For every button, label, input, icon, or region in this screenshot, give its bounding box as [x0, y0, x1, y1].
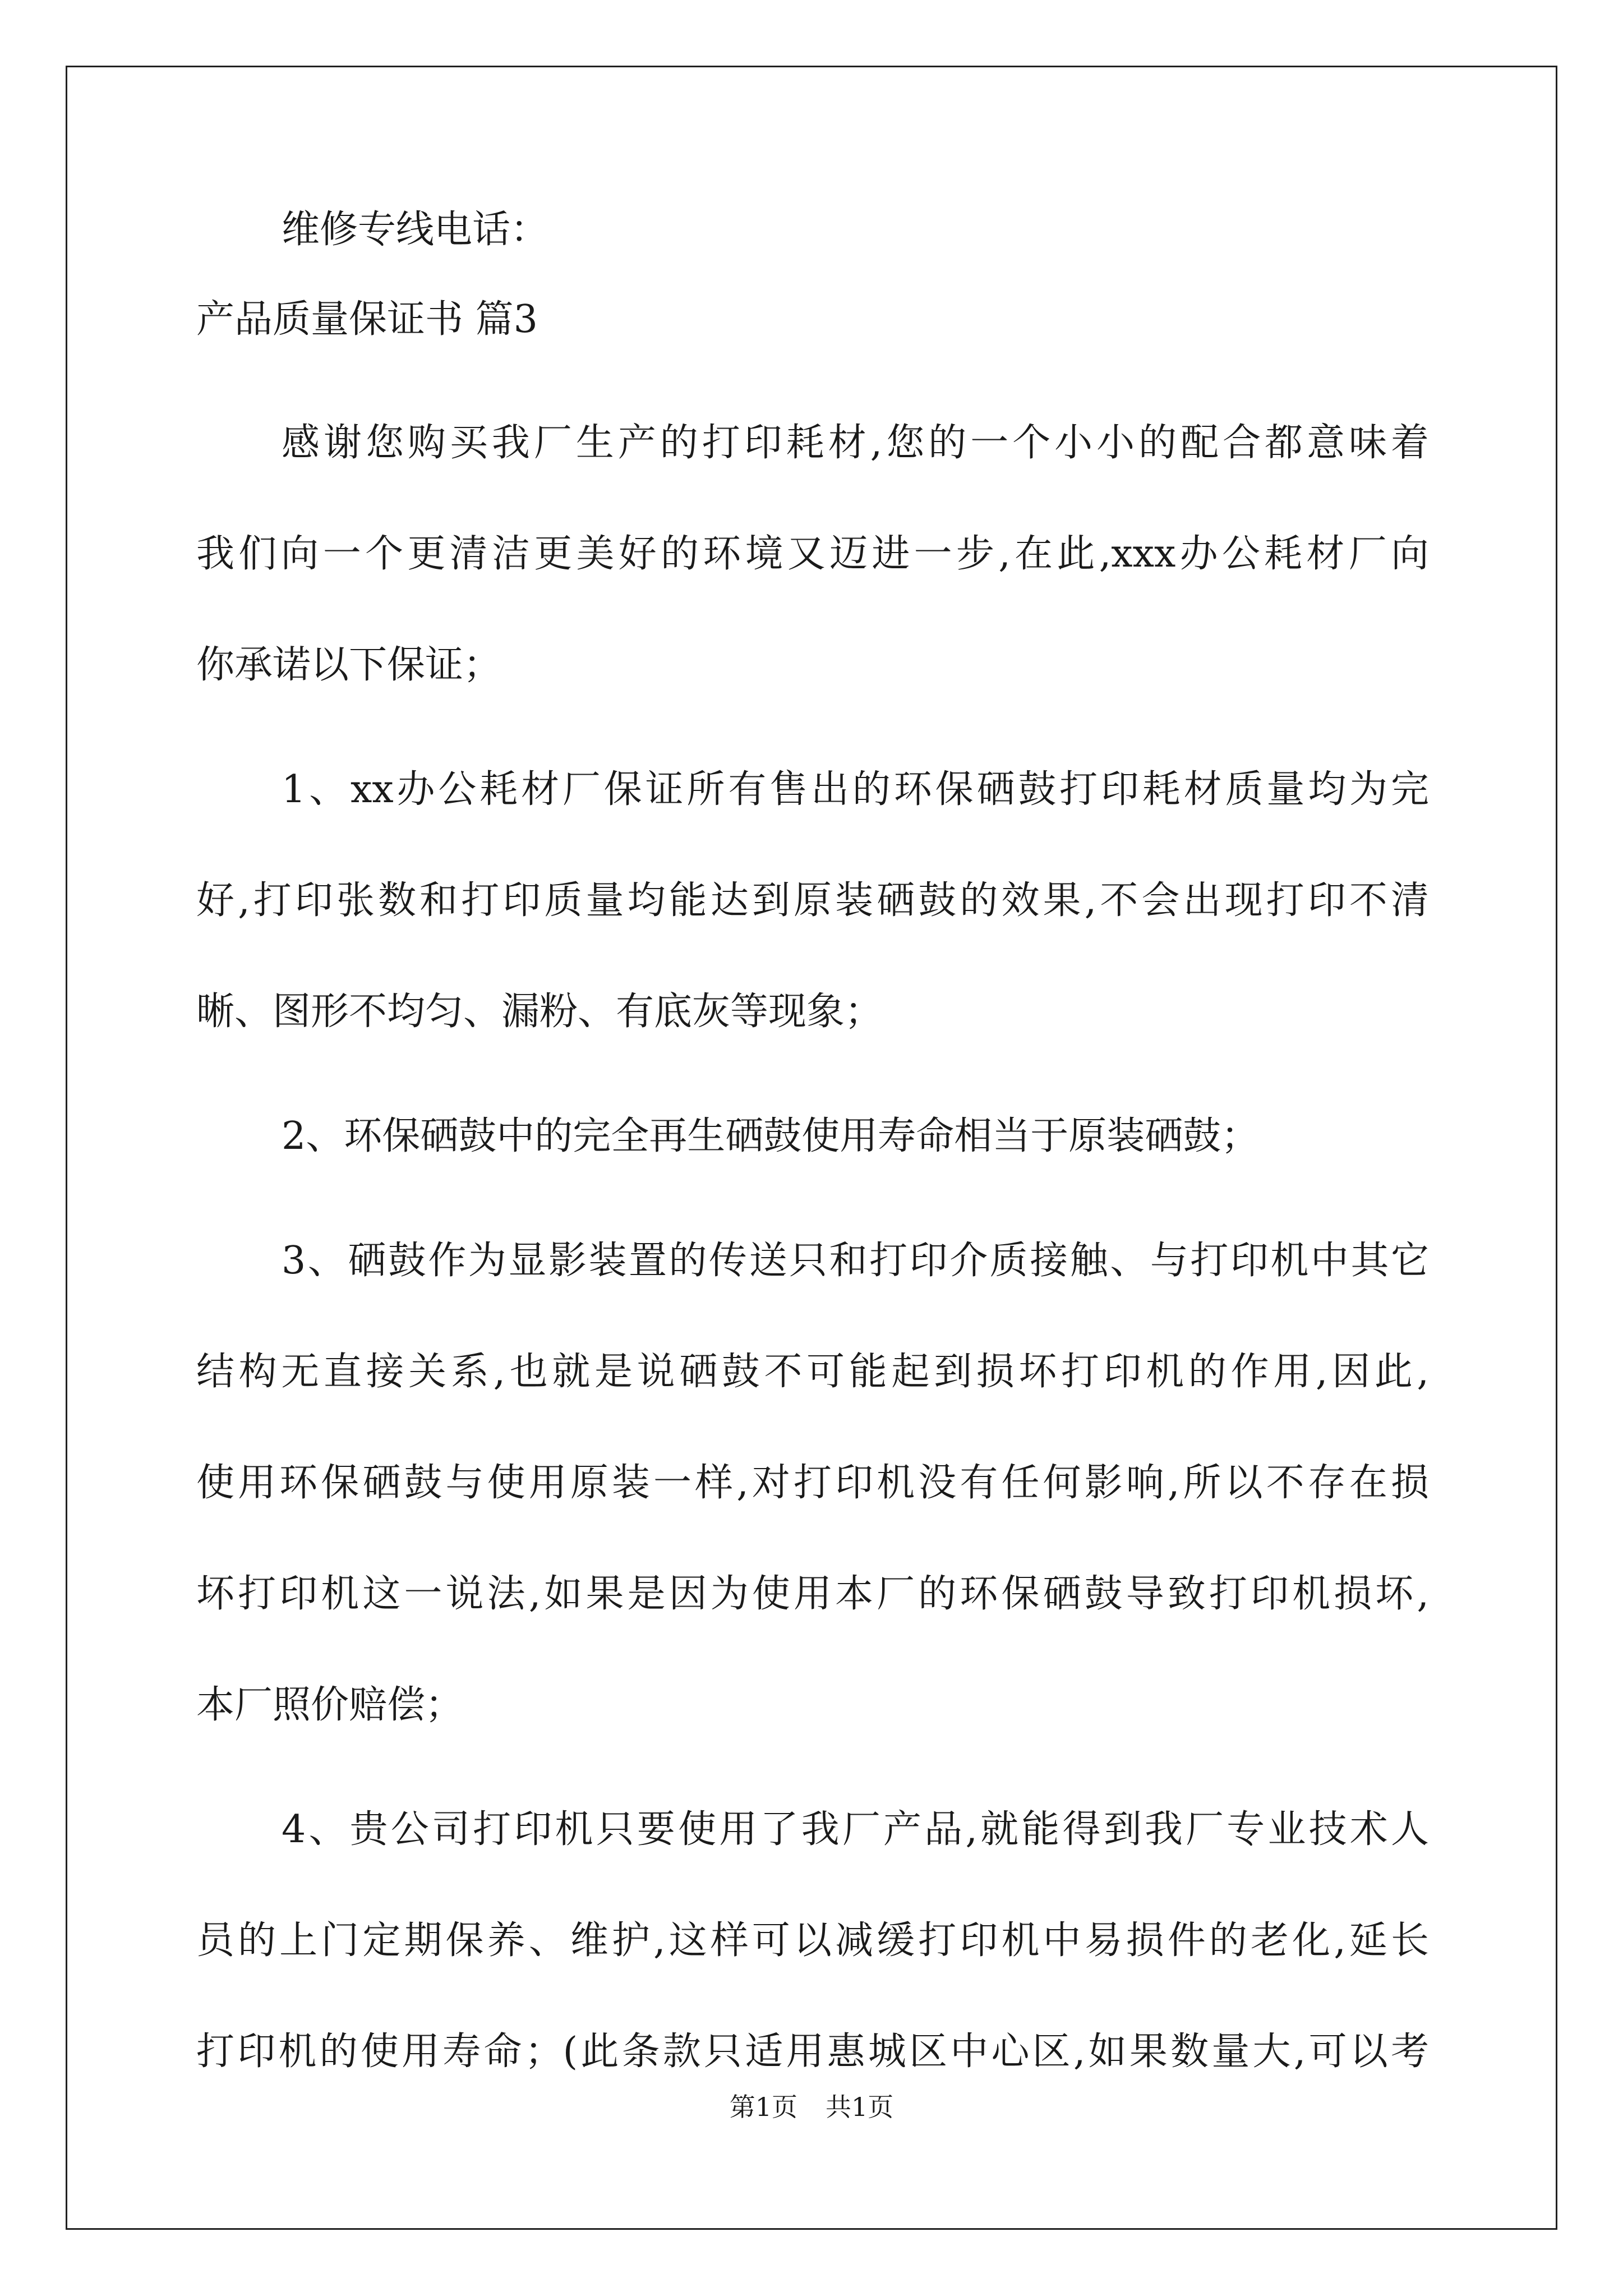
paragraph-line: 使用环保硒鼓与使用原装一样,对打印机没有任何影响,所以不存在损: [196, 1461, 1429, 1505]
page-total: 共1页: [826, 2092, 894, 2122]
section-heading: 产品质量保证书 篇3: [196, 297, 538, 342]
paragraph-line: 好,打印张数和打印质量均能达到原装硒鼓的效果,不会出现打印不清: [196, 878, 1429, 923]
paragraph-line: 2、环保硒鼓中的完全再生硒鼓使用寿命相当于原装硒鼓；: [282, 1114, 1260, 1158]
page-footer: [0, 2090, 1623, 2124]
page-number: 第1页: [729, 2092, 797, 2122]
paragraph-line: 打印机的使用寿命；(此条款只适用惠城区中心区,如果数量大,可以考: [196, 2030, 1429, 2074]
paragraph-line: 本厂照价赔偿；: [196, 1683, 464, 1727]
paragraph-line: 感谢您购买我厂生产的打印耗材,您的一个小小的配合都意味着: [282, 421, 1429, 465]
paragraph-line: 坏打印机这一说法,如果是因为使用本厂的环保硒鼓导致打印机损坏,: [196, 1572, 1429, 1616]
paragraph-line: 4、贵公司打印机只要使用了我厂产品,就能得到我厂专业技术人: [282, 1807, 1429, 1852]
paragraph-line: 结构无直接关系,也就是说硒鼓不可能起到损坏打印机的作用,因此,: [196, 1350, 1429, 1394]
paragraph-line: 员的上门定期保养、维护,这样可以减缓打印机中易损件的老化,延长: [196, 1918, 1429, 1963]
repair-hotline-line: 维修专线电话：: [282, 208, 549, 252]
paragraph-line: 晰、图形不均匀、漏粉、有底灰等现象；: [196, 990, 883, 1034]
paragraph-line: 3、硒鼓作为显影装置的传送只和打印介质接触、与打印机中其它: [282, 1239, 1429, 1283]
paragraph-line: 你承诺以下保证；: [196, 643, 502, 687]
paragraph-line: 我们向一个更清洁更美好的环境又迈进一步,在此,xxx办公耗材厂向: [196, 532, 1429, 576]
paragraph-line: 1、xx办公耗材厂保证所有售出的环保硒鼓打印耗材质量均为完: [282, 767, 1429, 812]
